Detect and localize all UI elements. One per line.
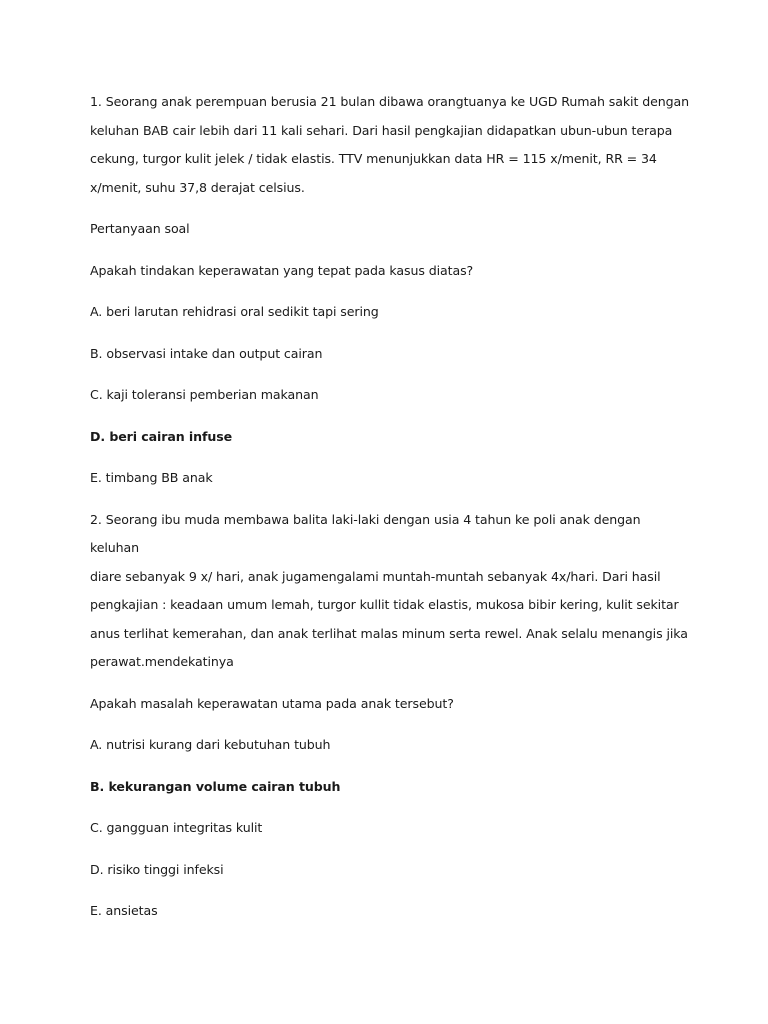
question-1-option-a: A. beri larutan rehidrasi oral sedikit tapi sering bbox=[90, 304, 379, 319]
question-2-prompt: Apakah masalah keperawatan utama pada anak tersebut? bbox=[90, 695, 454, 711]
question-2-option-b-answer: B. kekurangan volume cairan tubuh bbox=[90, 778, 341, 794]
section-label: Pertanyaan soal bbox=[90, 221, 190, 236]
question-2-stem-line: pengkajian : keadaan umum lemah, turgor kullit tidak elastis, mukosa bibir kering, kulit sekitar bbox=[90, 597, 679, 612]
question-2-stem-line: diare sebanyak 9 x/ hari, anak jugamengalami muntah-muntah sebanyak 4x/hari. Dari hasil bbox=[90, 568, 661, 584]
question-1-option-c: C. kaji toleransi pemberian makanan bbox=[90, 387, 319, 402]
question-1-stem-line: x/menit, suhu 37,8 derajat celsius. bbox=[90, 179, 305, 195]
question-2-stem-line: anus terlihat kemerahan, dan anak terlihat malas minum serta rewel. Anak selalu menangis jika bbox=[90, 625, 688, 641]
question-2-option-e: E. ansietas bbox=[90, 903, 158, 918]
question-2-option-d: D. risiko tinggi infeksi bbox=[90, 861, 224, 877]
question-2-stem-line: 2. Seorang ibu muda membawa balita laki-laki dengan usia 4 tahun ke poli anak dengan keluhan bbox=[90, 511, 641, 555]
question-1-option-b: B. observasi intake dan output cairan bbox=[90, 345, 323, 361]
question-2-stem bbox=[90, 506, 690, 677]
question-1-option-d-answer: D. beri cairan infuse bbox=[90, 428, 233, 444]
question-2-stem-line: perawat.mendekatinya bbox=[90, 654, 234, 669]
question-1-stem-line: cekung, turgor kulit jelek / tidak elastis. TTV menunjukkan data HR = 115 x/menit, RR = 34 bbox=[90, 151, 657, 166]
question-2-option-a: A. nutrisi kurang dari kebutuhan tubuh bbox=[90, 737, 331, 752]
question-1-prompt: Apakah tindakan keperawatan yang tepat pada kasus diatas? bbox=[90, 262, 474, 278]
document-page bbox=[90, 88, 690, 939]
question-2-option-c: C. gangguan integritas kulit bbox=[90, 820, 263, 835]
question-1-option-e: E. timbang BB anak bbox=[90, 470, 213, 485]
question-1-stem bbox=[90, 88, 690, 202]
question-1-stem-line: 1. Seorang anak perempuan berusia 21 bulan dibawa orangtuanya ke UGD Rumah sakit dengan bbox=[90, 94, 690, 109]
question-1-stem-line: keluhan BAB cair lebih dari 11 kali sehari. Dari hasil pengkajian didapatkan ubun-ubun terapa bbox=[90, 122, 673, 138]
